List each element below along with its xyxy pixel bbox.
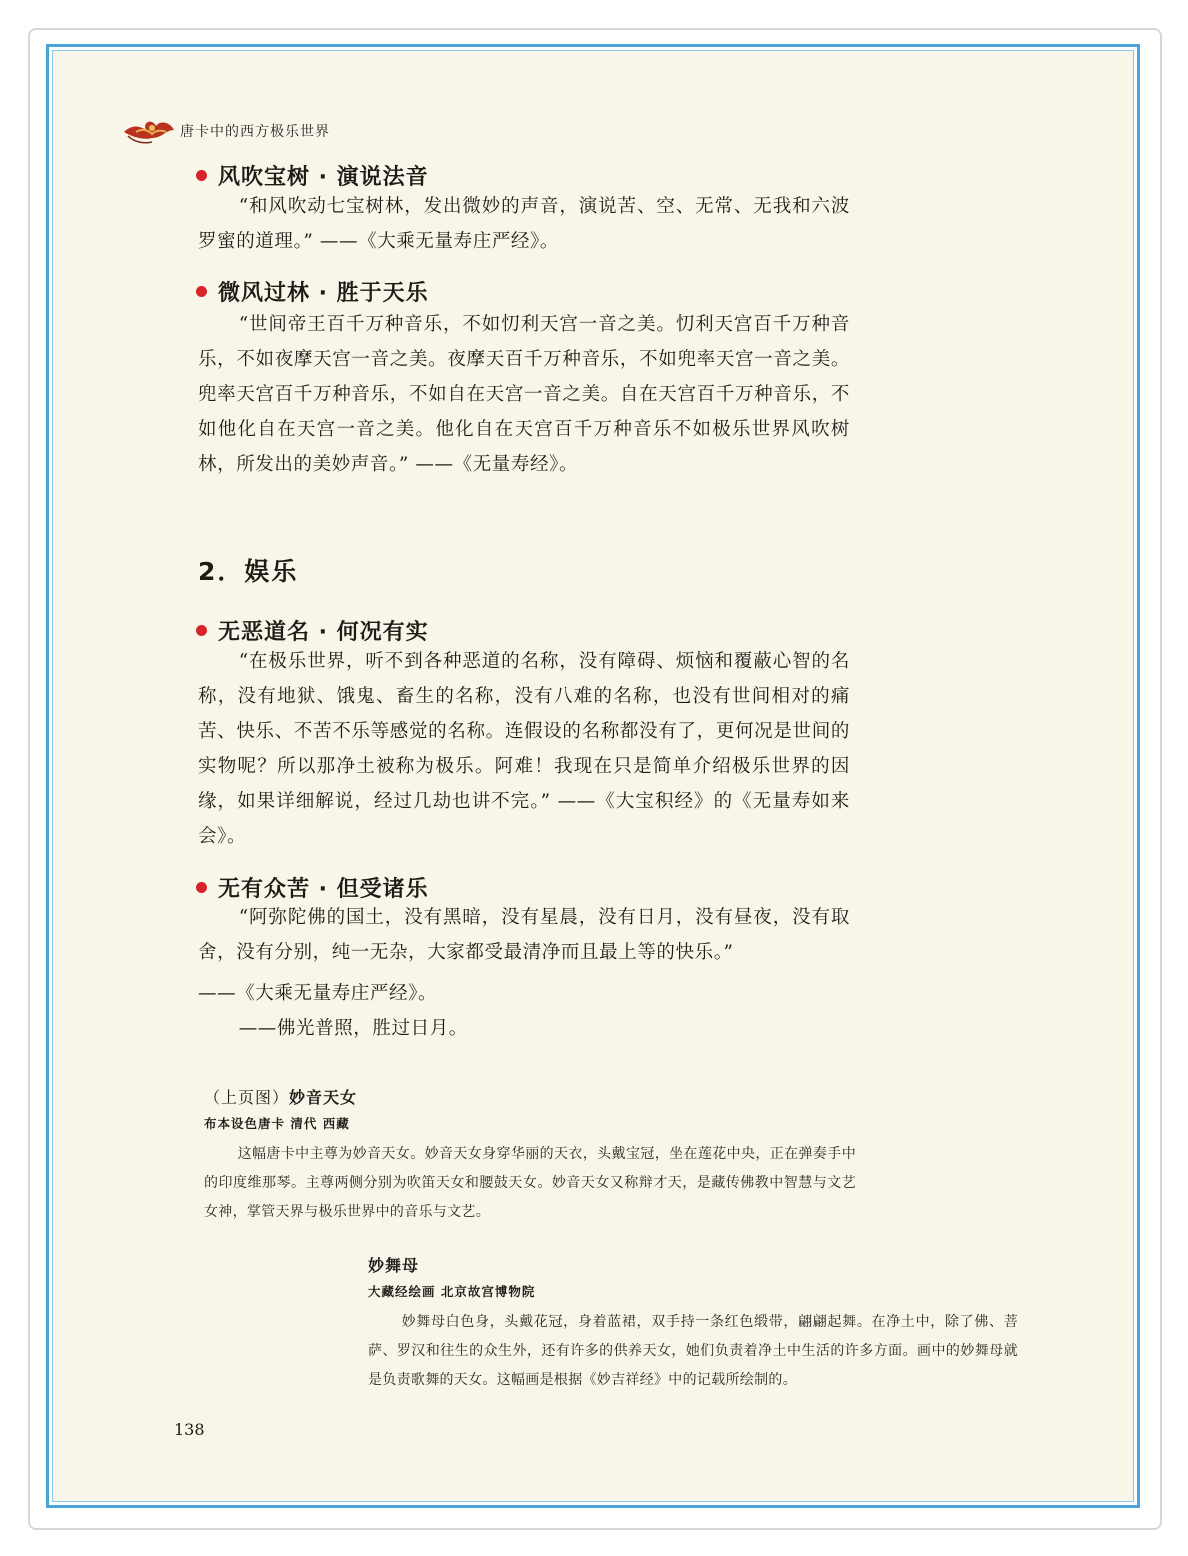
heading-wind-trees <box>196 160 429 191</box>
paragraph-no-suffering: “阿弥陀佛的国土，没有黑暗，没有星晨，没有日月，没有昼夜，没有取舍，没有分别，纯一无杂，大家都受最清净而且最上等的快乐。” <box>198 907 850 963</box>
caption-2-subtitle: 大藏经绘画 北京故宫博物院 <box>368 1284 536 1299</box>
heading-breeze-forest <box>196 276 429 307</box>
red-bullet-icon <box>196 170 207 181</box>
red-bullet-icon <box>196 625 207 636</box>
caption-1-prefix: （上页图） <box>204 1088 290 1107</box>
page-number: 138 <box>174 1420 205 1439</box>
paragraph-wind-trees: “和风吹动七宝树林，发出微妙的声音，演说苦、空、无常、无我和六波罗蜜的道理。” ——《大乘无量寿庄严经》。 <box>198 196 850 252</box>
caption-2-body: 妙舞母白色身，头戴花冠，身着蓝裙，双手持一条红色缎带，翩翩起舞。在净土中，除了佛、菩萨、罗汉和往生的众生外，还有许多的供养天女，她们负责着净土中生活的许多方面。画中的妙舞母就是负责歌舞的天女。这幅画是根据《妙吉祥经》中的记载所绘制的。 <box>368 1314 1018 1388</box>
lotus-ornament-icon <box>122 114 176 146</box>
heading-no-evil-paths <box>196 615 429 646</box>
paragraph-closing: ——佛光普照，胜过日月。 <box>238 1018 468 1039</box>
section-title-entertainment: 2．娱乐 <box>198 557 299 586</box>
heading-text: 无恶道名 · 何况有实 <box>218 620 429 645</box>
heading-text: 无有众苦 · 但受诸乐 <box>218 877 429 902</box>
caption-1-title-text: 妙音天女 <box>289 1088 358 1107</box>
heading-text: 微风过林 · 胜于天乐 <box>218 281 429 306</box>
heading-no-suffering <box>196 872 429 903</box>
caption-1-body: 这幅唐卡中主尊为妙音天女。妙音天女身穿华丽的天衣，头戴宝冠，坐在莲花中央，正在弹奏手中的印度维那琴。主尊两侧分别为吹笛天女和腰鼓天女。妙音天女又称辩才天，是藏传佛教中智慧与文艺女神，掌管天界与极乐世界中的音乐与文艺。 <box>204 1146 856 1220</box>
paragraph-source: ——《大乘无量寿庄严经》。 <box>198 983 438 1004</box>
caption-1-title <box>204 1085 357 1108</box>
paragraph-no-evil-paths: “在极乐世界，听不到各种恶道的名称，没有障碍、烦恼和覆蔽心智的名称，没有地狱、饿鬼、畜生的名称，没有八难的名称，也没有世间相对的痛苦、快乐、不苦不乐等感觉的名称。连假设的名称都没有了，更何况是世间的实物呢？所以那净土被称为极乐。阿难！我现在只是简单介绍极乐世界的因缘，如果详细解说，经过几劫也讲不完。” ——《大宝积经》的《无量寿如来会》。 <box>198 651 850 847</box>
running-header <box>122 112 330 148</box>
caption-2-title: 妙舞母 <box>368 1256 420 1275</box>
running-header-title: 唐卡中的西方极乐世界 <box>180 124 330 140</box>
red-bullet-icon <box>196 882 207 893</box>
heading-text: 风吹宝树 · 演说法音 <box>218 165 429 190</box>
paragraph-breeze-forest: “世间帝王百千万种音乐，不如忉利天宫一音之美。忉利天宫百千万种音乐，不如夜摩天宫一音之美。夜摩天百千万种音乐，不如兜率天宫一音之美。兜率天宫百千万种音乐，不如自在天宫一音之美。自在天宫百千万种音乐，不如他化自在天宫一音之美。他化自在天宫百千万种音乐不如极乐世界风吹树林，所发出的美妙声音。” ——《无量寿经》。 <box>198 314 850 475</box>
red-bullet-icon <box>196 286 207 297</box>
caption-1-subtitle: 布本设色唐卡 清代 西藏 <box>204 1116 350 1131</box>
